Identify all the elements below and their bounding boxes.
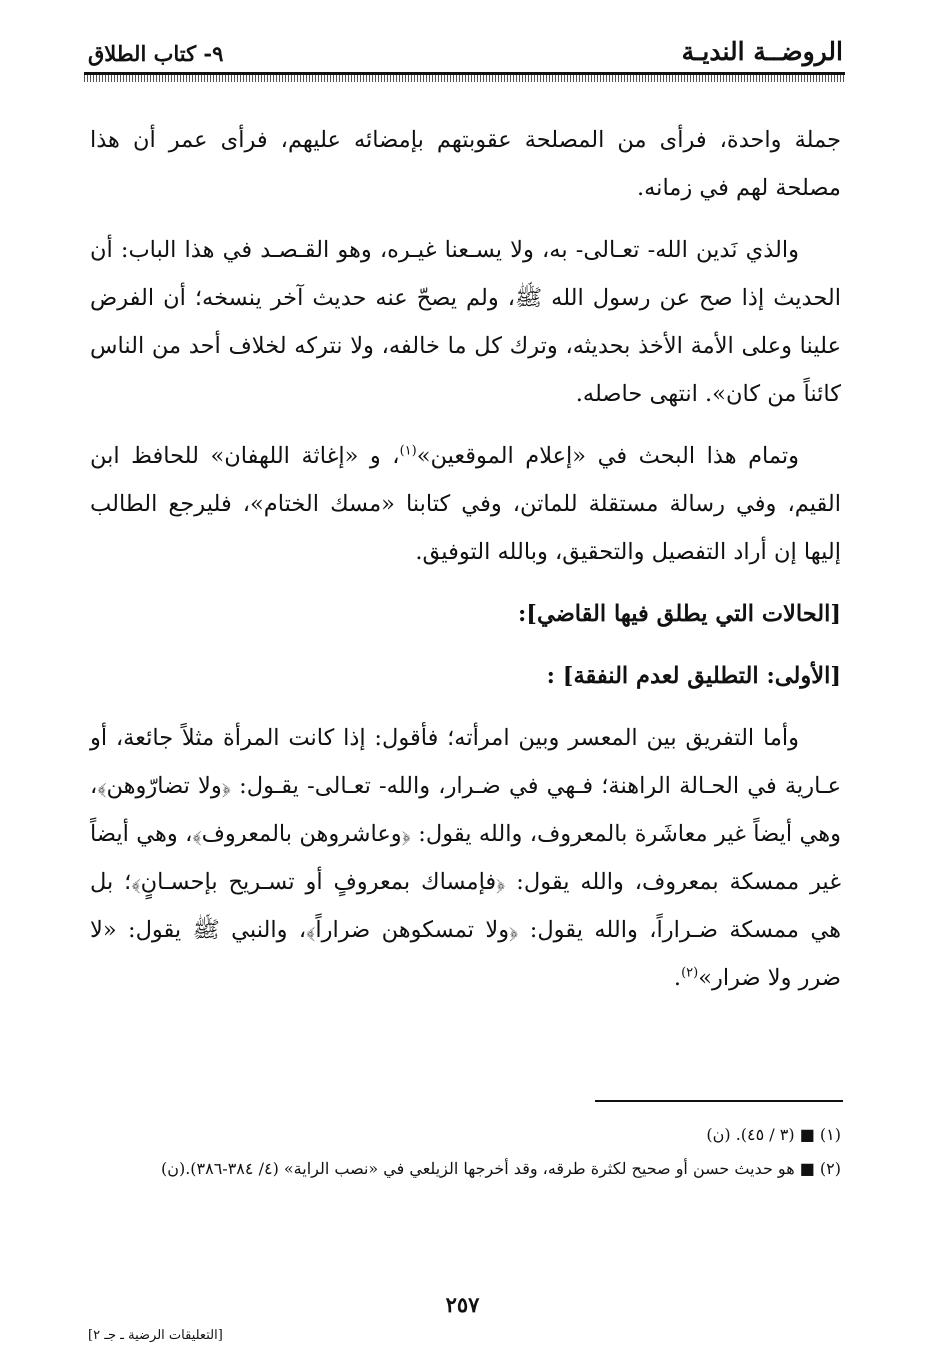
main-text [90,116,841,1016]
footnote-1: (١) ■ (٣ / ٤٥). (ن) [706,1125,841,1144]
paragraph-4-text: وأما التفريق بين المعسر وبين امرأته؛ فأقول: إذا كانت المرأة مثلاً جائعة، أو عـارية في الحـالة الراهنة؛ فـهي في ضـرار، والله- تعـالى- يقـول: ﴿ولا تضارّوهن﴾، وهي أيضاً غير معاشَرة بالمعروف، والله يقول: ﴿وعاشروهن بالمعروف﴾، وهي أيضاً غير ممسكة بمعروف، والله يقول: ﴿فإمساك بمعروفٍ أو تسـريح بإحسـانٍ﴾؛ بل هي ممسكة ضـراراً، والله يقول: ﴿ولا تمسكوهن ضراراً﴾، والنبي ﷺ يقول: «لا ضرر ولا ضرار» [90,725,841,991]
paragraph-2: والذي نَدين الله- تعـالى- به، ولا يسـعنا غيـره، وهو القـصـد في هذا الباب: أن الحديث إذا صح عن رسول الله ﷺ، ولم يصحّ عنه حديث آخر ينسخه؛ أن الفرض علينا وعلى الأمة الأخذ بحديثه، وترك كل ما خالفه، ولا نتركه لخلاف أحد من الناس كائناً من كان». انتهى حاصله. [90,237,841,407]
paragraph-4-end: . [673,965,682,991]
book-title: الروضــة النديـة [681,37,843,66]
paragraph-3-rest: ، و «إغاثة اللهفان» للحافظ ابن القيم، وفي رسالة مستقلة للماتن، وفي كتابنا «مسك الختام»، فليرجع الطالب إليها إن أراد التفصيل والتحقيق، وبالله التوفيق. [90,443,841,565]
subsection-heading: [الأولى: التطليق لعدم النفقة] : [546,663,841,689]
footnote-divider [595,1100,843,1102]
chapter-title: ٩- كتاب الطلاق [88,41,224,66]
section-heading: [الحالات التي يطلق فيها القاضي]: [518,601,841,627]
footer-signature: [التعليقات الرضية ـ جـ ٢] [88,1328,223,1343]
footnotes [96,1118,841,1186]
paragraph-3 [90,432,841,576]
footnote-ref-1[interactable]: (١) [399,443,417,459]
running-header [88,26,843,66]
paragraph-4 [90,714,841,1002]
footnote-ref-2[interactable]: (٢) [681,965,699,981]
paragraph-1: جملة واحدة، فرأى من المصلحة عقوبتهم بإمضائه عليهم، فرأى عمر أن هذا مصلحة لهم في زمانه. [90,127,841,201]
paragraph-3-start: وتمام هذا البحث في «إعلام الموقعين» [416,443,800,469]
page-number: ٢٥٧ [445,1292,480,1317]
header-divider [84,72,845,82]
footnote-2: (٢) ■ هو حديث حسن أو صحيح لكثرة طرقه، وقد أخرجها الزيلعي في «نصب الراية» (٤/ ٣٨٤-٣٨٦).(ن) [160,1159,841,1178]
